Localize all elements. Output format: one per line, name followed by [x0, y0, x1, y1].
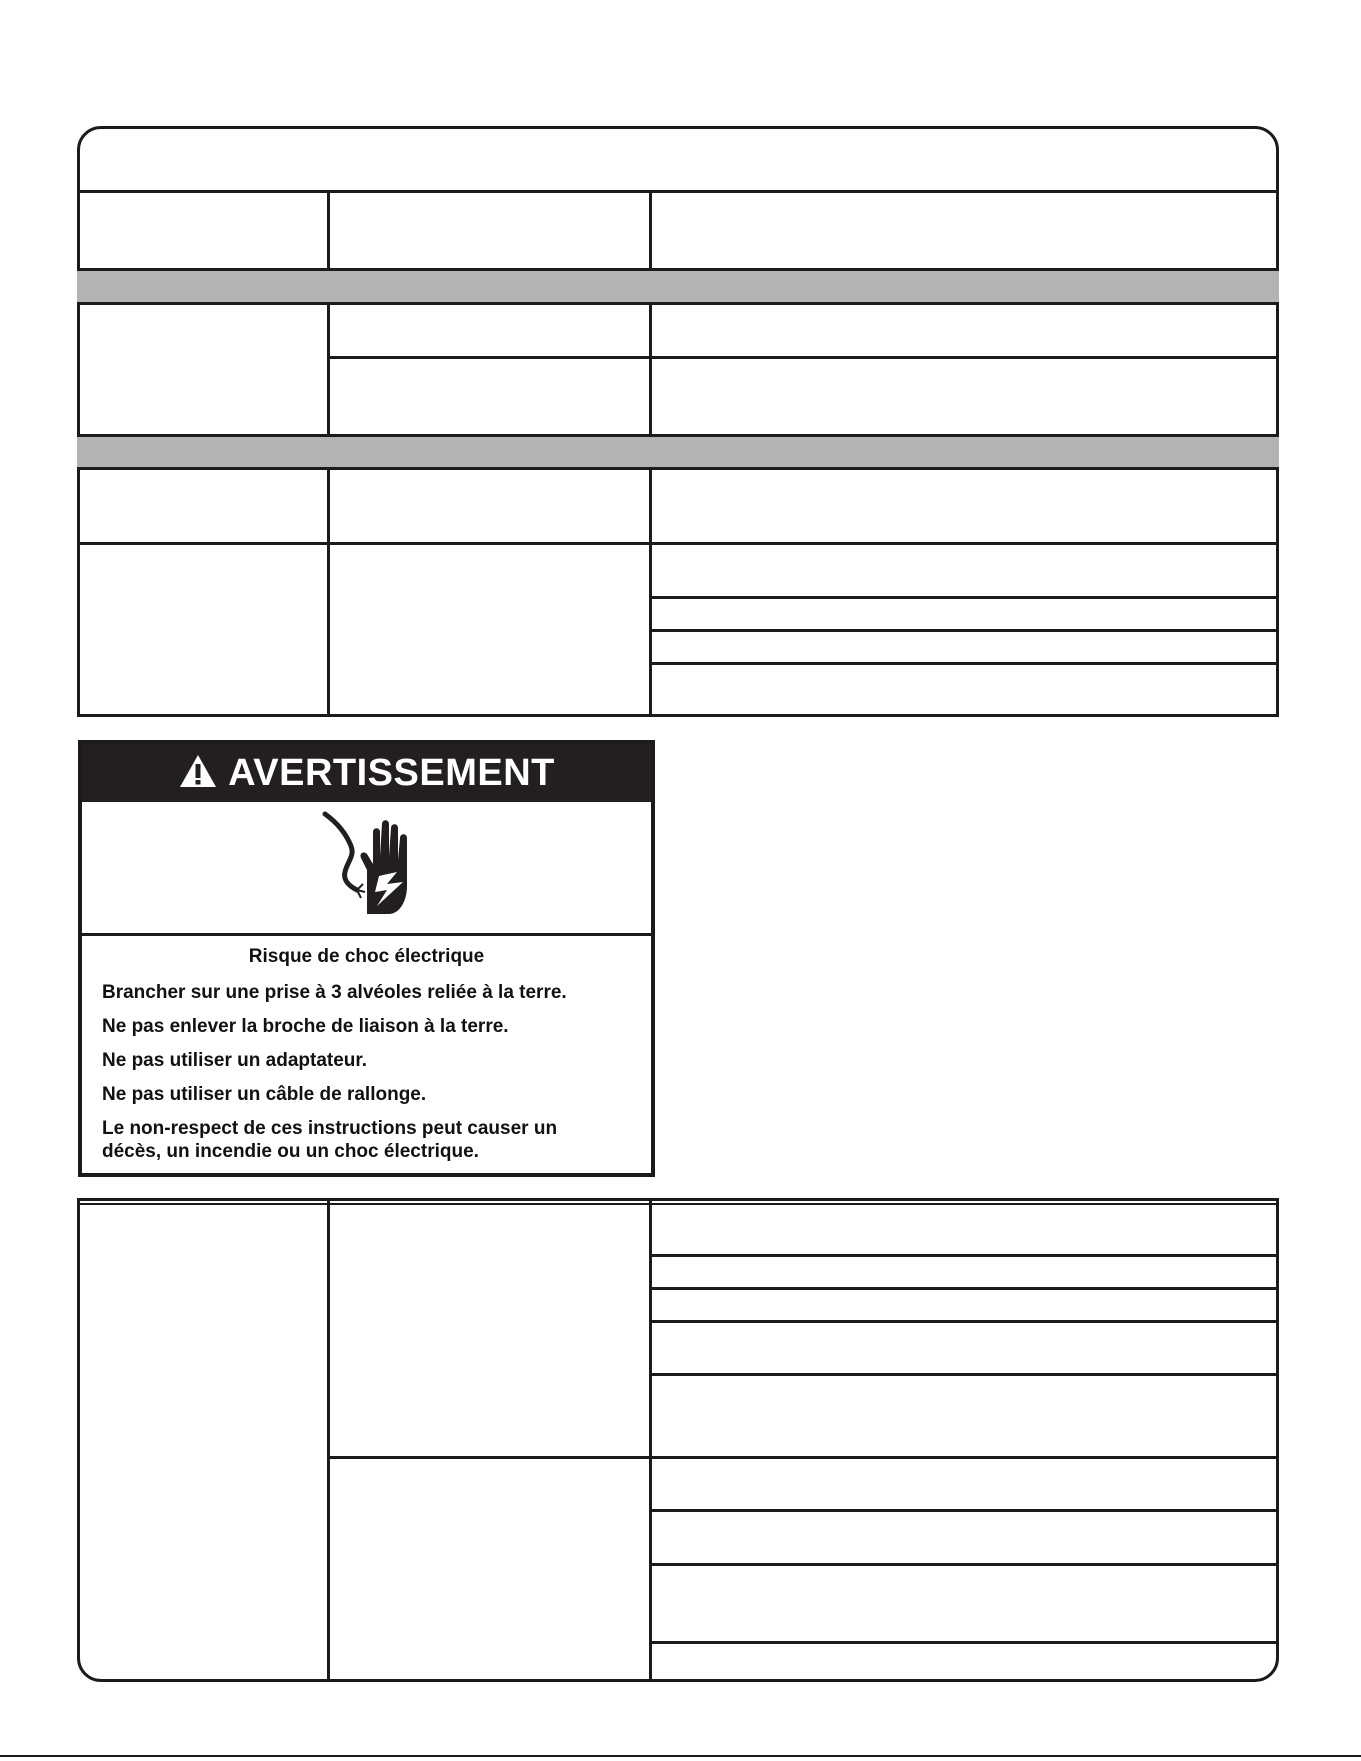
row-divider	[649, 1287, 1279, 1290]
row-divider	[649, 1563, 1279, 1566]
page-bottom-rule	[0, 1755, 1361, 1757]
warning-box	[78, 740, 655, 1177]
row-divider	[649, 629, 1279, 632]
section-band	[77, 434, 1279, 470]
troubleshooting-table-bottom	[77, 1198, 1279, 1682]
column-divider	[649, 190, 652, 270]
column-divider	[649, 303, 652, 436]
column-divider	[649, 1198, 652, 1682]
table-top-double-line	[77, 1203, 1279, 1205]
row-divider	[649, 662, 1279, 665]
warning-title: AVERTISSEMENT	[228, 751, 555, 794]
warning-triangle-icon	[178, 753, 218, 794]
column-divider	[327, 468, 330, 717]
row-divider	[327, 1456, 1279, 1459]
column-divider	[327, 303, 330, 436]
warning-line: Ne pas utiliser un câble de rallonge.	[102, 1084, 427, 1105]
warning-line: Le non-respect de ces instructions peut causer un décès, un incendie ou un choc électrique.	[102, 1118, 558, 1162]
row-divider	[327, 356, 1279, 359]
row-divider	[649, 1373, 1279, 1376]
warning-line: Brancher sur une prise à 3 alvéoles reliée à la terre.	[102, 982, 567, 1003]
table-header-divider	[77, 190, 1279, 193]
warning-line: Ne pas enlever la broche de liaison à la terre.	[102, 1016, 509, 1037]
row-divider	[649, 1641, 1279, 1644]
row-divider	[649, 1320, 1279, 1323]
warning-header	[82, 744, 651, 802]
warning-line: Ne pas utiliser un adaptateur.	[102, 1050, 368, 1071]
warning-icon-row	[82, 802, 651, 936]
row-divider	[649, 596, 1279, 599]
row-divider	[649, 1509, 1279, 1512]
electric-shock-hand-icon	[317, 810, 417, 925]
warning-text	[82, 936, 651, 1163]
row-divider	[77, 542, 1279, 545]
column-divider	[327, 1198, 330, 1682]
column-divider	[649, 468, 652, 717]
section-band	[77, 268, 1279, 305]
column-divider	[327, 190, 330, 270]
warning-subtitle: Risque de choc électrique	[248, 946, 485, 967]
row-divider	[649, 1254, 1279, 1257]
